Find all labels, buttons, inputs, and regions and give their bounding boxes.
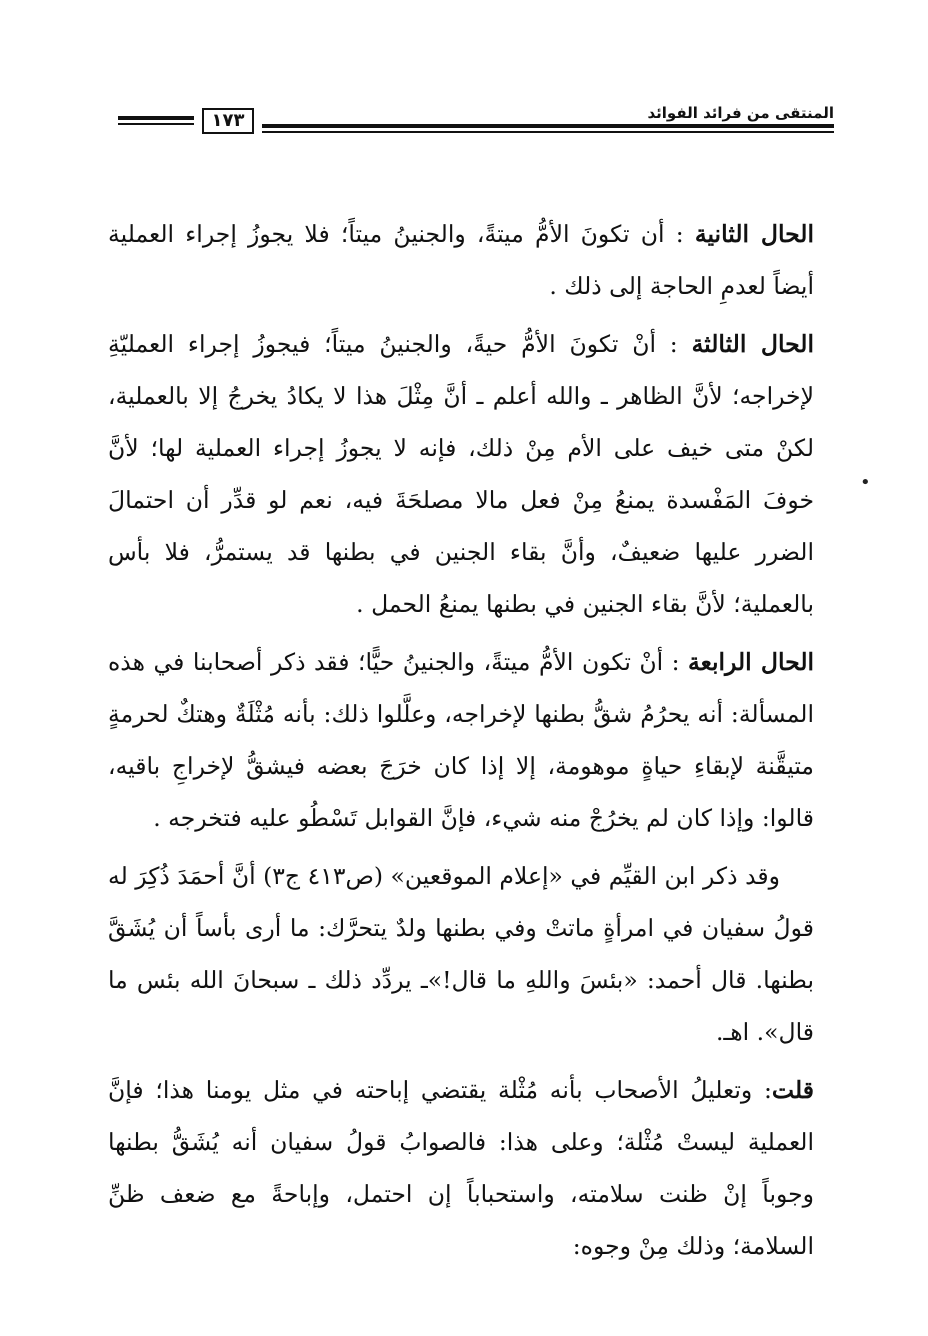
paragraph-term: الحال الثالثة [691,330,814,358]
paragraph-term: الحال الثانية [694,220,814,248]
paragraph-ibn-qayyim-quote [108,850,814,1058]
paragraph-text: : أنْ تكونَ الأمُّ حيةً، والجنينُ ميتاً؛ فيجوزُ إجراء العمليّةِ لإخراجه؛ لأنَّ الظاهر ـ والله أعلم ـ أنَّ مِثْلَ هذا لا يكادُ يخرجُ إلا بالعملية، لكنْ متى خيف على الأم مِنْ ذلك، فإنه لا يجوزُ إجراء العملية لها؛ لأنَّ خوفَ المَفْسدة يمنعُ مِنْ فعل مالا مصلحَةَ فيه، نعم لو قدِّر أن احتمالَ الضرر عليها ضعيفٌ، وأنَّ بقاء الجنين في بطنها قد يستمرُّ، فلا بأس بالعملية؛ لأنَّ بقاء الجنين في بطنها يمنعُ الحمل . [108,330,814,618]
stray-mark: • [860,472,871,493]
paragraph-term: الحال الرابعة [688,648,815,676]
header-rule-right-thin [262,131,834,133]
page-number: ١٧٣ [202,108,254,134]
page-body [108,208,814,1278]
header-rule-right-thick [262,124,834,128]
paragraph-text: : أنْ تكون الأمُّ ميتةً، والجنينُ حيًّا؛ فقد ذكر أصحابنا في هذه المسألة: أنه يحرُمُ شقُّ بطنها لإخراجه، وعلَّلوا ذلك: بأنه مُثْلَةٌ وهتكٌ لحرمةٍ متيقَّنة لإبقاءِ حياةٍ موهومة، إلا إذا كان خرَجَ بعضه فيشقُّ لإخراجِ باقيه، قالوا: وإذا كان لم يخرُجْ منه شيء، فإنَّ القوابل تَسْطُو عليه فتخرجه . [108,648,814,832]
paragraph-term: قلت [771,1076,814,1104]
paragraph-text: : أن تكونَ الأمُّ ميتةً، والجنينُ ميتاً؛ فلا يجوزُ إجراء العملية أيضاً لعدمِ الحاجة إلى ذلك . [108,220,814,300]
paragraph-author-opinion [108,1064,814,1272]
paragraph-case-four [108,636,814,844]
paragraph-case-two [108,208,814,312]
paragraph-case-three [108,318,814,630]
header-rule-left-thick [118,116,194,120]
header-rule-left-thin [118,123,194,125]
paragraph-text: وقد ذكر ابن القيِّم في «إعلام الموقعين» (ص٤١٣ ج٣) أنَّ أحمَدَ ذُكِرَ له قولُ سفيان في امرأةٍ ماتتْ وفي بطنها ولدٌ يتحرَّك: ما أرى بأساً أن يُشَقَّ بطنها. قال أحمد: «بئسَ واللهِ ما قال!»ـ يردِّد ذلك ـ سبحانَ الله بئس ما قال». اهـ. [108,862,814,1046]
page-header [118,102,834,138]
paragraph-text: : وتعليلُ الأصحاب بأنه مُثْلة يقتضي إباحته في مثل يومنا هذا؛ فإنَّ العملية ليستْ مُثْلة؛ وعلى هذا: فالصوابُ قولُ سفيان أنه يُشَقُّ بطنها وجوباً إنْ ظنت سلامته، واستحباباً إن احتمل، وإباحةً مع ضعف ظنِّ السلامة؛ وذلك مِنْ وجوه: [108,1076,814,1260]
running-title: المنتقى من فرائد الفوائد [647,104,834,122]
